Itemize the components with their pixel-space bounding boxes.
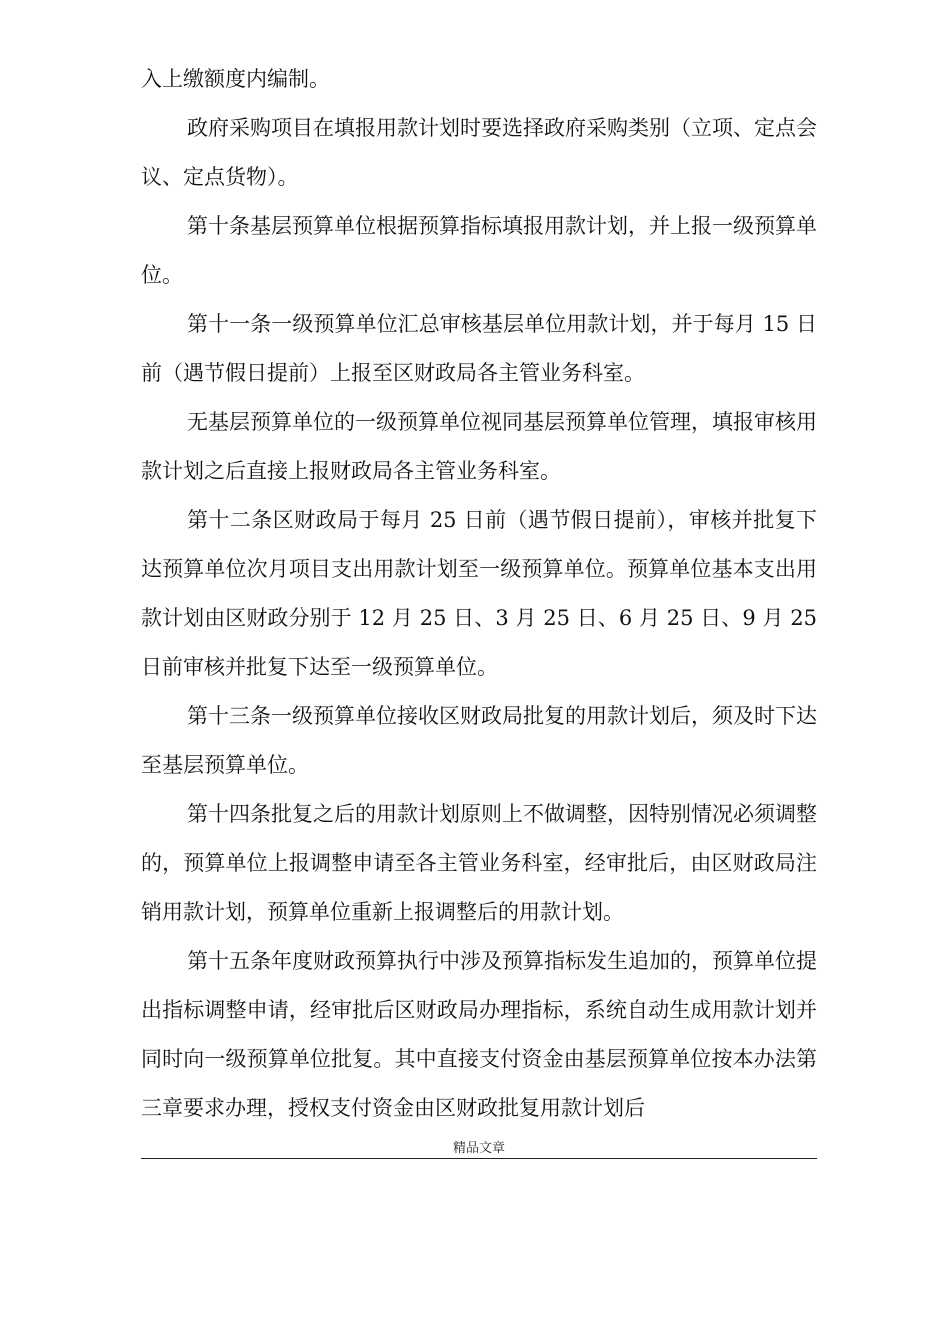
paragraph-procurement: 政府采购项目在填报用款计划时要选择政府采购类别（立项、定点会议、定点货物）。 [141,116,817,189]
footer-divider [141,1158,817,1159]
paragraph-article-15: 第十五条年度财政预算执行中涉及预算指标发生追加的，预算单位提出指标调整申请，经审批后区财政局办理指标，系统自动生成用款计划并同时向一级预算单位批复。其中直接支付资金由基层预算单位按本办法第三章要求办理，授权支付资金由区财政批复用款计划后 [141,949,817,1120]
footer-label: 精品文章 [452,1141,505,1156]
document-body [141,55,817,1133]
paragraph-article-10: 第十条基层预算单位根据预算指标填报用款计划，并上报一级预算单位。 [141,214,817,287]
paragraph-article-14: 第十四条批复之后的用款计划原则上不做调整，因特别情况必须调整的，预算单位上报调整申请至各主管业务科室，经审批后，由区财政局注销用款计划，预算单位重新上报调整后的用款计划。 [141,802,817,924]
paragraph-continuation: 入上缴额度内编制。 [141,67,330,91]
paragraph-article-12: 第十二条区财政局于每月 25 日前（遇节假日提前），审核并批复下达预算单位次月项目支出用款计划至一级预算单位。预算单位基本支出用款计划由区财政分别于 12 月 25 日、3 月 25 日、6 月 25 日、9 月 25 日前审核并批复下达至一级预算单位。 [141,508,817,679]
paragraph-article-11: 第十一条一级预算单位汇总审核基层单位用款计划，并于每月 15 日前（遇节假日提前）上报至区财政局各主管业务科室。 [141,312,817,385]
paragraph-article-13: 第十三条一级预算单位接收区财政局批复的用款计划后，须及时下达至基层预算单位。 [141,704,817,777]
paragraph-no-base-unit: 无基层预算单位的一级预算单位视同基层预算单位管理，填报审核用款计划之后直接上报财政局各主管业务科室。 [141,410,817,483]
